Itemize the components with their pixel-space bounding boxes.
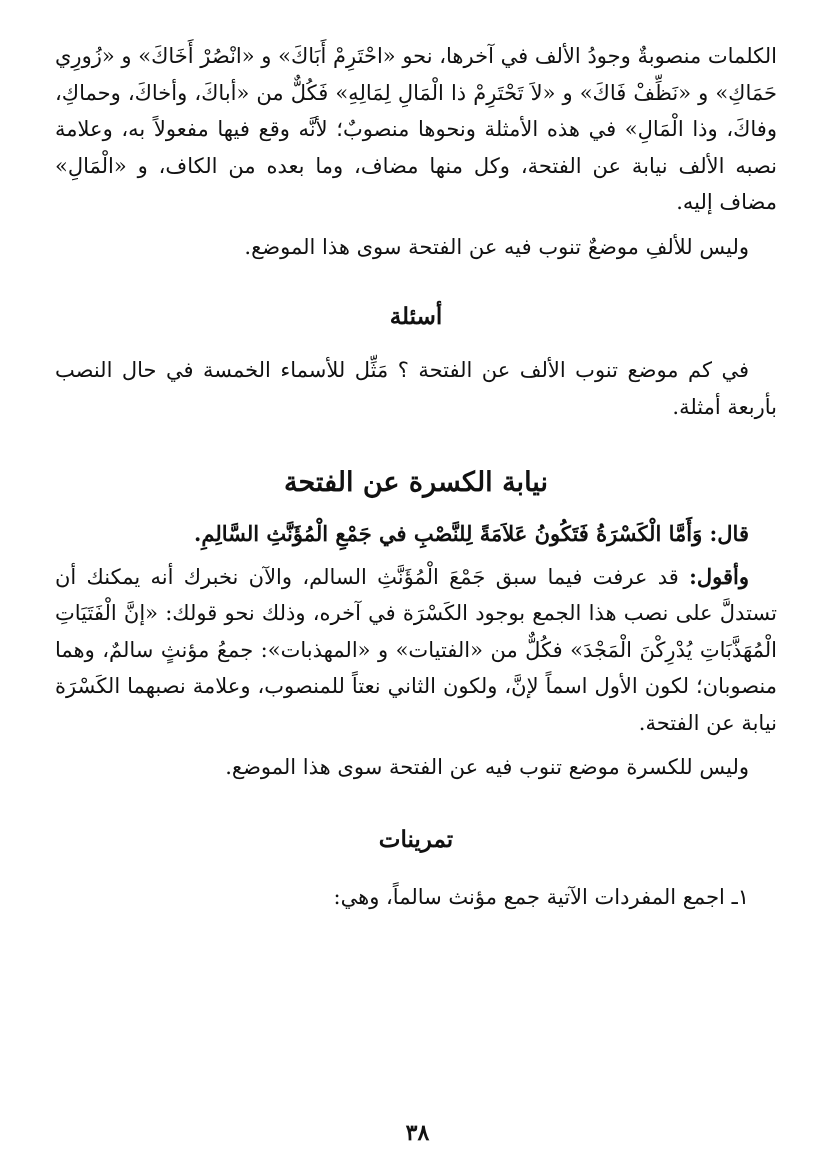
- paragraph-alif-note: وليس للألفِ موضعٌ تنوب فيه عن الفتحة سوى هذا الموضع.: [244, 234, 749, 259]
- exercise-item: ١ـ اجمع المفردات الآتية جمع مؤنث سالماً، وهي:: [333, 884, 749, 909]
- page-content: [55, 38, 777, 915]
- exercises-heading: تمرينات: [378, 825, 454, 853]
- quote-line: [55, 516, 777, 553]
- quote-text: وَأَمَّا الْكَسْرَةُ فَتَكُونُ عَلاَمَةً لِلنَّصْبِ في جَمْعِ الْمُؤَنَّثِ السَّالِمِ.: [194, 521, 703, 546]
- quote-lead: قال:: [709, 521, 749, 546]
- questions-heading: أسئلة: [389, 303, 443, 330]
- paragraph-alif-examples: الكلمات منصوبةٌ وجودُ الألف في آخرها، نحو «احْتَرِمْ أَبَاكَ» و «انْصُرْ أَخَاكَ» و «زُورِي حَمَاكِ» و «نَظِّفْ فَاكَ» و «لاَ تَحْتَرِمْ ذا الْمَالِ لِمَالِهِ» فَكُلٌّ من «أباكَ، وأخاكَ، وحماكِ، وفاكَ، وذا الْمَالِ» في هذه الأمثلة ونحوها منصوبٌ؛ لأنَّه وقع فيها مفعولاً به، وعلامة نصبه الألف نيابة عن الفتحة، وكل منها مضاف، وما بعده من الكاف، و «الْمَالِ» مضاف إليه.: [55, 44, 777, 214]
- page-number: ٣٨: [405, 1120, 430, 1146]
- questions-text: في كم موضع تنوب الألف عن الفتحة ؟ مَثِّل للأسماء الخمسة في حال النصب بأربعة أمثلة.: [55, 358, 777, 419]
- paragraph-kasra-note: وليس للكسرة موضع تنوب فيه عن الفتحة سوى هذا الموضع.: [225, 755, 749, 779]
- explanation-text: قد عرفت فيما سبق جَمْعَ الْمُؤَنَّثِ السالم، والآن نخبرك أنه يمكنك أن تستدلَّ على نصب هذا الجمع بوجود الكَسْرَة في آخره، وذلك نحو قولك: «إنَّ الْفَتَيَاتِ الْمُهَذَّبَاتِ يُدْرِكْنَ الْمَجْدَ» فكُلٌّ من «الفتيات» و «المهذبات»: جمعُ مؤنثٍ سالمٌ، وهما منصوبان؛ لكون الأول اسماً لإنَّ، ولكون الثاني نعتاً للمنصوب، وعلامة نصبهما الكَسْرَة نيابة عن الفتحة.: [55, 564, 777, 735]
- explanation-lead: وأقول:: [689, 563, 749, 589]
- section-heading: نيابة الكسرة عن الفتحة: [284, 467, 548, 498]
- explanation-paragraph: [55, 559, 777, 742]
